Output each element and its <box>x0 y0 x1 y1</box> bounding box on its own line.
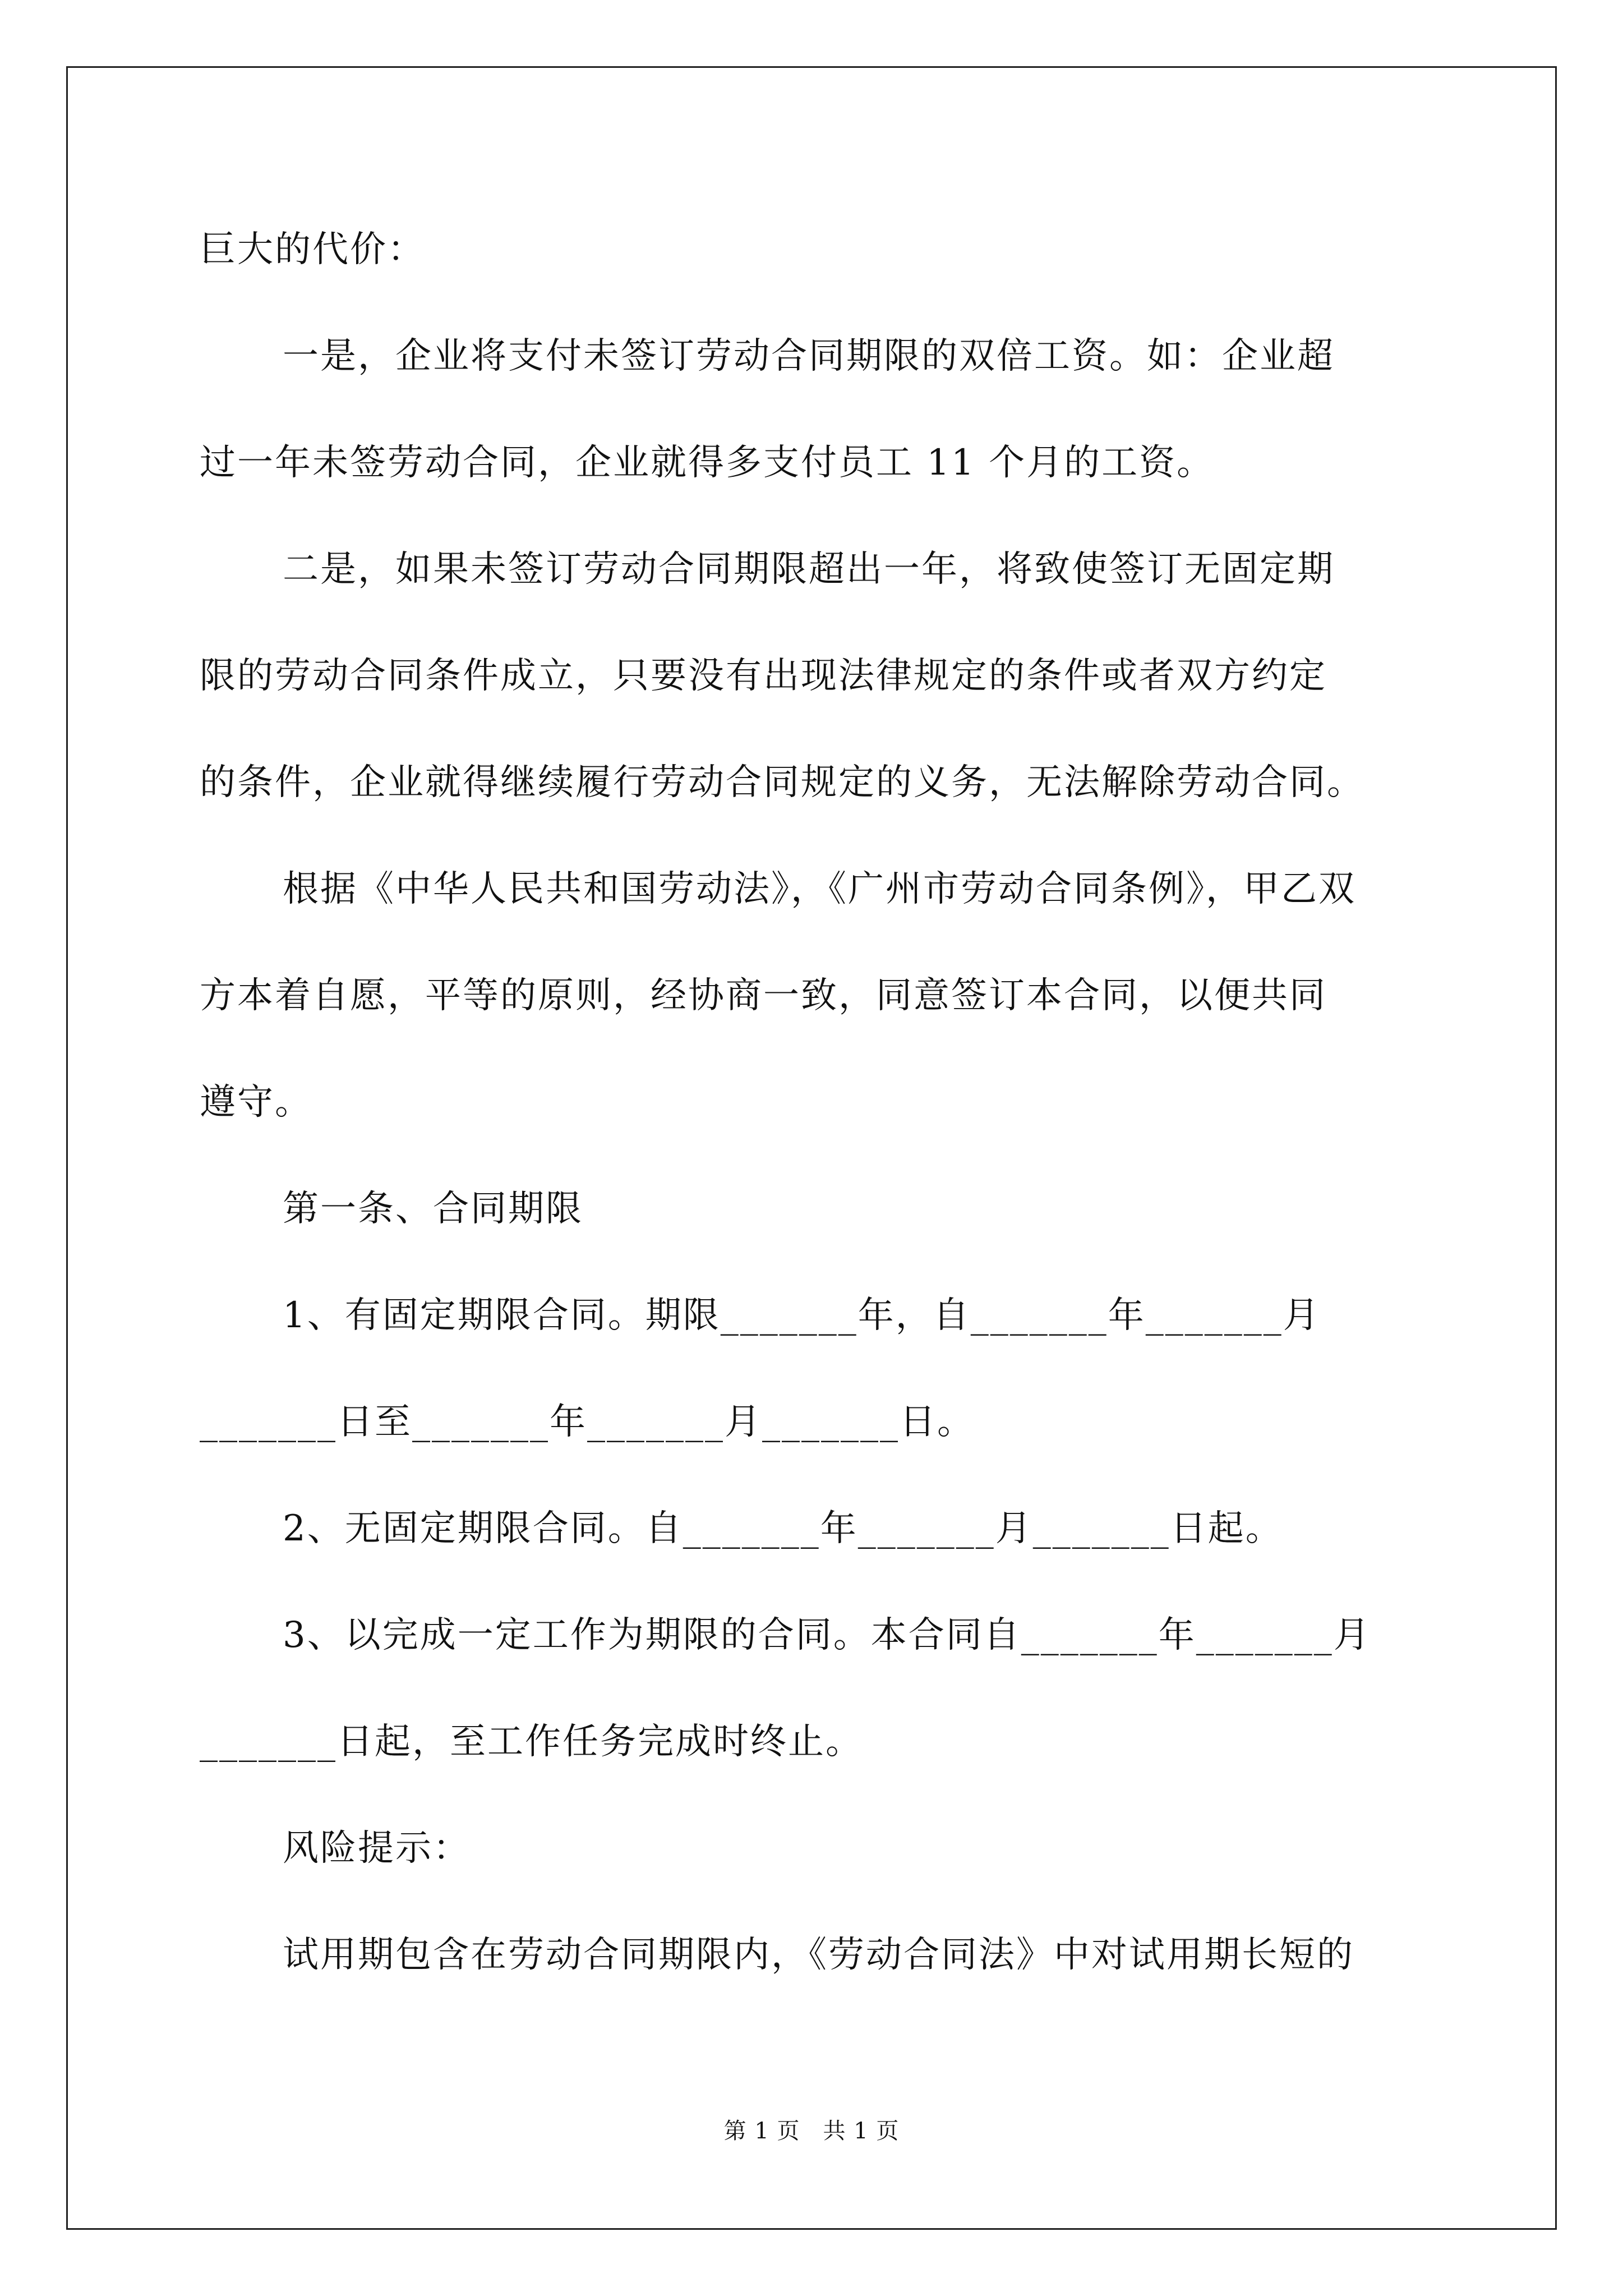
text-line: 过一年未签劳动合同，企业就得多支付员工 11 个月的工资。 <box>200 442 1215 484</box>
page-footer: 第 1 页 共 1 页 <box>723 2118 900 2144</box>
text-line: _______日起，至工作任务完成时终止。 <box>200 1721 863 1763</box>
text-line: 二是，如果未签订劳动合同期限超出一年，将致使签订无固定期 <box>283 549 1335 590</box>
text-line: 风险提示： <box>283 1828 471 1869</box>
text-line: 根据《中华人民共和国劳动法》，《广州市劳动合同条例》，甲乙双 <box>283 868 1356 910</box>
text-line: 一是，企业将支付未签订劳动合同期限的双倍工资。如：企业超 <box>283 335 1335 377</box>
text-line: 的条件，企业就得继续履行劳动合同规定的义务，无法解除劳动合同。 <box>200 762 1364 803</box>
text-line: 2、无固定期限合同。自_______年_______月_______日起。 <box>283 1508 1283 1549</box>
page-border <box>66 66 1557 2230</box>
text-line: 1、有固定期限合同。期限_______年，自_______年_______月 <box>283 1295 1321 1336</box>
text-line: 3、以完成一定工作为期限的合同。本合同自_______年_______月 <box>283 1614 1371 1656</box>
text-line: 遵守。 <box>200 1082 312 1123</box>
text-line: 方本着自愿，平等的原则，经协商一致，同意签订本合同，以便共同 <box>200 975 1327 1016</box>
text-line: 限的劳动合同条件成立，只要没有出现法律规定的条件或者双方约定 <box>200 655 1327 697</box>
section-heading: 第一条、合同期限 <box>283 1188 583 1230</box>
text-line: 试用期包含在劳动合同期限内，《劳动合同法》中对试用期长短的 <box>283 1934 1354 1976</box>
text-line: _______日至_______年_______月_______日。 <box>200 1401 975 1443</box>
text-line: 巨大的代价： <box>200 229 425 270</box>
